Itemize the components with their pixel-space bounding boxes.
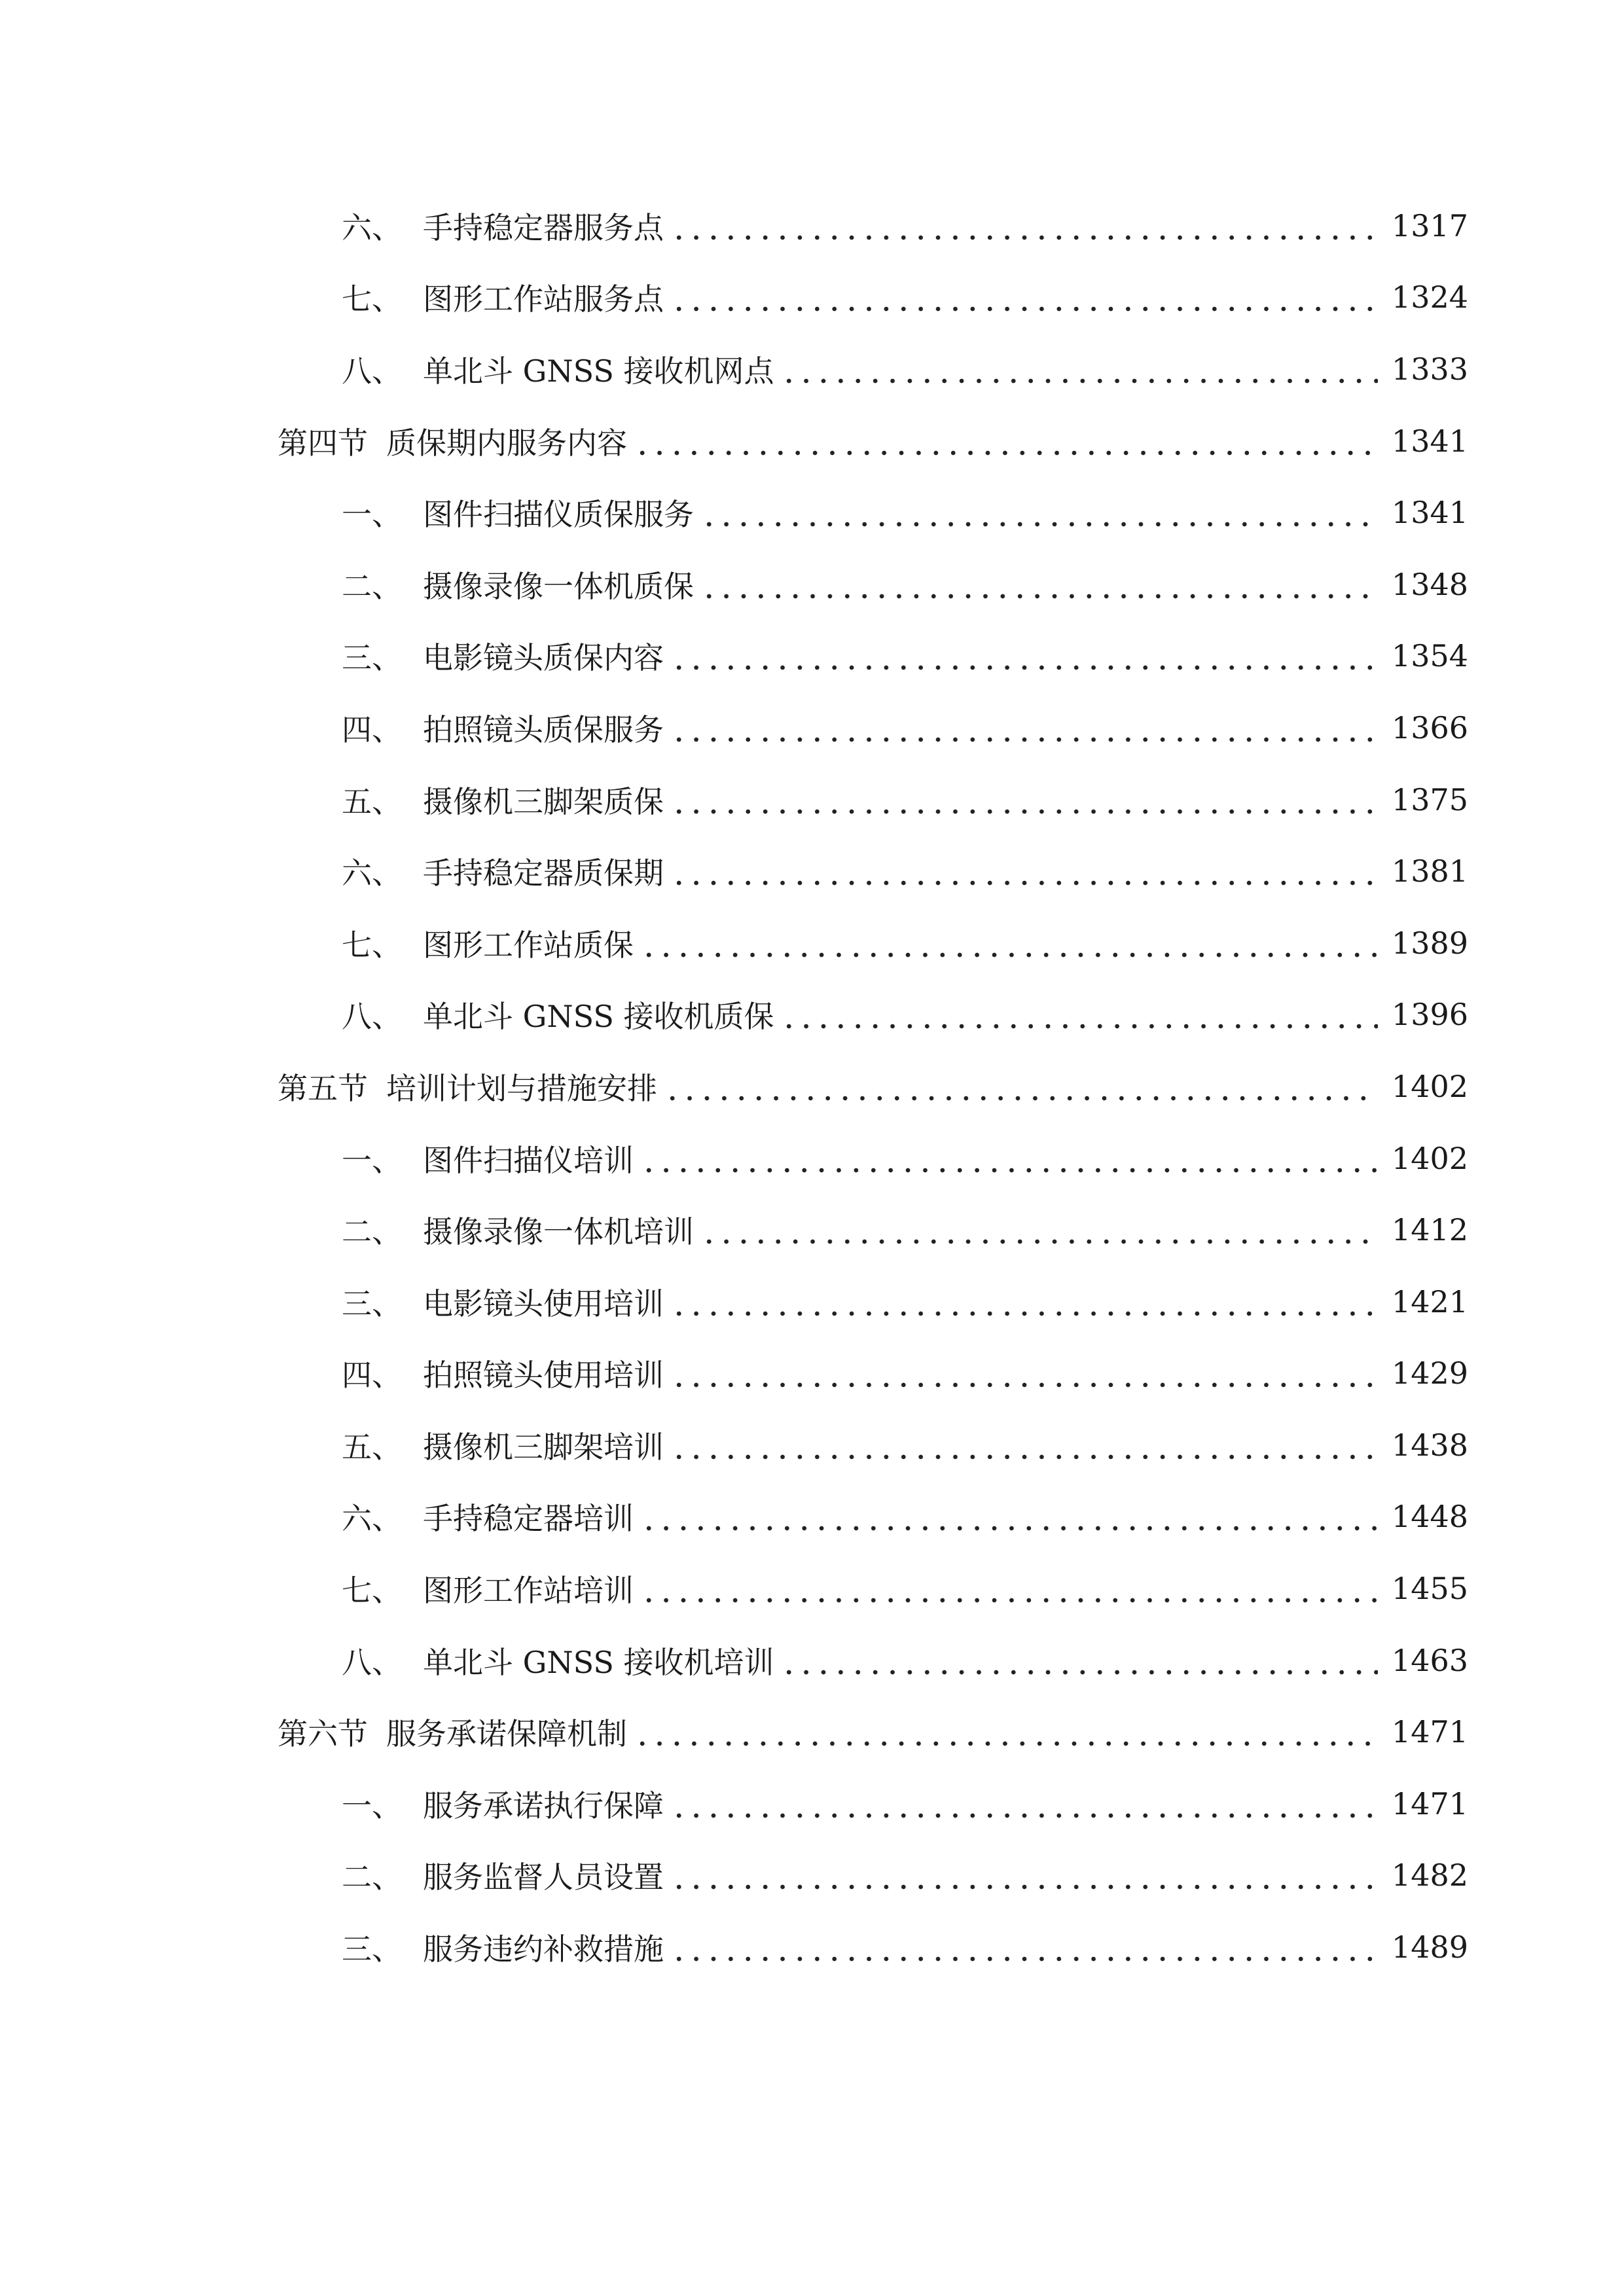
toc-entry-marker: 一、	[342, 1787, 402, 1823]
toc-subsection-entry[interactable]	[0, 1338, 1624, 1410]
toc-entry-marker: 三、	[342, 1931, 402, 1967]
toc-entry-text: 电影镜头使用培训	[423, 1285, 664, 1321]
toc-subsection-entry[interactable]	[0, 333, 1624, 405]
toc-entry-title	[342, 1424, 670, 1467]
toc-entry-marker: 八、	[342, 1644, 402, 1680]
toc-entry-marker: 六、	[342, 209, 402, 245]
toc-subsection-entry[interactable]	[0, 764, 1624, 836]
toc-entry-title	[342, 1639, 780, 1682]
toc-entry-text: 图件扫描仪培训	[423, 1142, 634, 1178]
toc-subsection-entry[interactable]	[0, 907, 1624, 979]
toc-entry-page-number: 1421	[1391, 1283, 1468, 1319]
toc-entry-page-number: 1448	[1391, 1499, 1468, 1535]
toc-section-entry[interactable]	[0, 1696, 1624, 1768]
toc-entry-page-number: 1333	[1391, 351, 1468, 387]
toc-entry-page-number: 1402	[1391, 1140, 1468, 1176]
toc-entry-title	[342, 348, 780, 391]
toc-subsection-entry[interactable]	[0, 1194, 1624, 1266]
toc-entry-page-number: 1429	[1391, 1355, 1468, 1391]
toc-entry-marker: 六、	[342, 855, 402, 891]
dot-leader	[780, 1645, 1378, 1676]
dot-leader	[780, 999, 1378, 1030]
toc-entry-page-number: 1438	[1391, 1427, 1468, 1463]
toc-entry-marker: 四、	[342, 711, 402, 747]
toc-entry-text: 质保期内服务内容	[386, 425, 627, 461]
toc-entry-page-number: 1348	[1391, 566, 1468, 602]
dot-leader	[670, 1358, 1378, 1388]
toc-entry-page-number: 1489	[1391, 1929, 1468, 1965]
toc-entry-marker: 七、	[342, 1573, 402, 1609]
toc-entry-page-number: 1482	[1391, 1857, 1468, 1893]
toc-entry-marker: 第四节	[278, 425, 368, 461]
toc-entry-page-number: 1471	[1391, 1714, 1468, 1750]
dot-leader	[780, 354, 1378, 384]
toc-subsection-entry[interactable]	[0, 262, 1624, 334]
toc-entry-page-number: 1341	[1391, 423, 1468, 459]
toc-entry-marker: 第六节	[278, 1716, 368, 1752]
dot-leader	[670, 282, 1378, 312]
toc-entry-page-number: 1366	[1391, 709, 1468, 745]
toc-subsection-entry[interactable]	[0, 1481, 1624, 1553]
toc-entry-text: 电影镜头质保内容	[423, 640, 664, 676]
toc-entry-text: 图形工作站质保	[423, 927, 634, 963]
dot-leader	[640, 1573, 1378, 1604]
toc-entry-title	[342, 634, 670, 677]
toc-entry-page-number: 1463	[1391, 1642, 1468, 1678]
toc-subsection-entry[interactable]	[0, 190, 1624, 262]
toc-entry-marker: 二、	[342, 1214, 402, 1250]
toc-entry-text: 单北斗 GNSS 接收机网点	[423, 353, 774, 389]
toc-entry-text: 摄像机三脚架质保	[423, 783, 664, 819]
toc-subsection-entry[interactable]	[0, 835, 1624, 907]
toc-entry-marker: 三、	[342, 640, 402, 676]
toc-entry-text: 图形工作站培训	[423, 1573, 634, 1609]
toc-entry-page-number: 1402	[1391, 1068, 1468, 1104]
toc-entry-page-number: 1317	[1391, 207, 1468, 243]
toc-subsection-entry[interactable]	[0, 548, 1624, 620]
toc-entry-marker: 六、	[342, 1501, 402, 1537]
toc-subsection-entry[interactable]	[0, 1552, 1624, 1624]
toc-entry-marker: 八、	[342, 353, 402, 389]
toc-entry-marker: 三、	[342, 1285, 402, 1321]
toc-entry-text: 服务监督人员设置	[423, 1859, 664, 1895]
dot-leader	[670, 1860, 1378, 1890]
dot-leader	[634, 426, 1378, 456]
dot-leader	[670, 856, 1378, 886]
dot-leader	[670, 785, 1378, 815]
toc-entry-title	[278, 420, 634, 463]
toc-entry-title	[342, 778, 670, 821]
toc-subsection-entry[interactable]	[0, 1624, 1624, 1696]
toc-entry-title	[342, 1495, 640, 1538]
toc-entry-marker: 一、	[342, 1142, 402, 1178]
toc-entry-title	[342, 204, 670, 247]
dot-leader	[664, 1071, 1378, 1102]
toc-entry-text: 服务承诺保障机制	[386, 1716, 627, 1752]
toc-subsection-entry[interactable]	[0, 979, 1624, 1051]
toc-entry-text: 摄像录像一体机培训	[423, 1214, 694, 1250]
toc-entry-page-number: 1396	[1391, 997, 1468, 1033]
dot-leader	[670, 1932, 1378, 1962]
toc-subsection-entry[interactable]	[0, 1266, 1624, 1338]
toc-entry-title	[342, 1280, 670, 1323]
toc-subsection-entry[interactable]	[0, 1768, 1624, 1840]
toc-subsection-entry[interactable]	[0, 1840, 1624, 1912]
table-of-contents	[0, 190, 1624, 1983]
toc-entry-text: 培训计划与措施安排	[386, 1070, 657, 1106]
toc-entry-marker: 七、	[342, 281, 402, 317]
toc-entry-title	[278, 1065, 664, 1108]
toc-section-entry[interactable]	[0, 1050, 1624, 1122]
toc-section-entry[interactable]	[0, 405, 1624, 477]
dot-leader	[640, 1143, 1378, 1174]
toc-entry-page-number: 1455	[1391, 1571, 1468, 1607]
toc-entry-title	[342, 1854, 670, 1897]
toc-entry-title	[342, 1782, 670, 1825]
toc-entry-marker: 七、	[342, 927, 402, 963]
toc-subsection-entry[interactable]	[0, 1122, 1624, 1194]
toc-entry-title	[342, 993, 780, 1036]
toc-entry-text: 服务违约补救措施	[423, 1931, 664, 1967]
toc-entry-page-number: 1381	[1391, 853, 1468, 889]
toc-entry-page-number: 1341	[1391, 495, 1468, 531]
toc-entry-title	[342, 563, 700, 606]
toc-entry-title	[278, 1710, 634, 1753]
toc-subsection-entry[interactable]	[0, 692, 1624, 764]
toc-entry-title	[342, 850, 670, 893]
toc-entry-title	[342, 1208, 700, 1251]
toc-entry-marker: 一、	[342, 497, 402, 533]
dot-leader	[634, 1717, 1378, 1747]
toc-entry-page-number: 1389	[1391, 925, 1468, 961]
toc-entry-title	[342, 922, 640, 965]
toc-entry-title	[342, 1137, 640, 1180]
toc-entry-page-number: 1354	[1391, 638, 1468, 674]
dot-leader	[670, 1287, 1378, 1317]
toc-entry-text: 手持稳定器质保期	[423, 855, 664, 891]
toc-entry-text: 拍照镜头质保服务	[423, 711, 664, 747]
toc-entry-title	[342, 706, 670, 749]
toc-entry-title	[342, 1352, 670, 1395]
dot-leader	[670, 713, 1378, 743]
toc-entry-text: 摄像机三脚架培训	[423, 1429, 664, 1465]
toc-entry-text: 单北斗 GNSS 接收机质保	[423, 999, 774, 1035]
toc-entry-title	[342, 1567, 640, 1610]
dot-leader	[640, 1501, 1378, 1532]
toc-entry-marker: 二、	[342, 568, 402, 604]
toc-entry-title	[342, 276, 670, 319]
toc-entry-marker: 第五节	[278, 1070, 368, 1106]
toc-subsection-entry[interactable]	[0, 1409, 1624, 1481]
toc-entry-text: 手持稳定器培训	[423, 1501, 634, 1537]
toc-entry-text: 拍照镜头使用培训	[423, 1357, 664, 1393]
toc-entry-text: 图件扫描仪质保服务	[423, 497, 694, 533]
toc-entry-text: 手持稳定器服务点	[423, 209, 664, 245]
toc-entry-page-number: 1471	[1391, 1785, 1468, 1821]
toc-entry-marker: 二、	[342, 1859, 402, 1895]
dot-leader	[640, 928, 1378, 958]
toc-entry-text: 单北斗 GNSS 接收机培训	[423, 1644, 774, 1680]
toc-entry-marker: 四、	[342, 1357, 402, 1393]
dot-leader	[700, 497, 1378, 528]
dot-leader	[670, 641, 1378, 671]
toc-entry-text: 服务承诺执行保障	[423, 1787, 664, 1823]
toc-subsection-entry[interactable]	[0, 476, 1624, 548]
toc-entry-title	[342, 491, 700, 534]
dot-leader	[670, 211, 1378, 241]
toc-entry-title	[342, 1926, 670, 1969]
dot-leader	[700, 569, 1378, 600]
toc-entry-marker: 五、	[342, 783, 402, 819]
dot-leader	[670, 1430, 1378, 1460]
toc-entry-marker: 八、	[342, 999, 402, 1035]
toc-entry-text: 图形工作站服务点	[423, 281, 664, 317]
toc-entry-text: 摄像录像一体机质保	[423, 568, 694, 604]
toc-subsection-entry[interactable]	[0, 1911, 1624, 1983]
toc-entry-marker: 五、	[342, 1429, 402, 1465]
toc-entry-page-number: 1324	[1391, 279, 1468, 315]
toc-entry-page-number: 1412	[1391, 1212, 1468, 1248]
dot-leader	[700, 1215, 1378, 1245]
toc-entry-page-number: 1375	[1391, 781, 1468, 817]
dot-leader	[670, 1789, 1378, 1819]
toc-subsection-entry[interactable]	[0, 620, 1624, 692]
